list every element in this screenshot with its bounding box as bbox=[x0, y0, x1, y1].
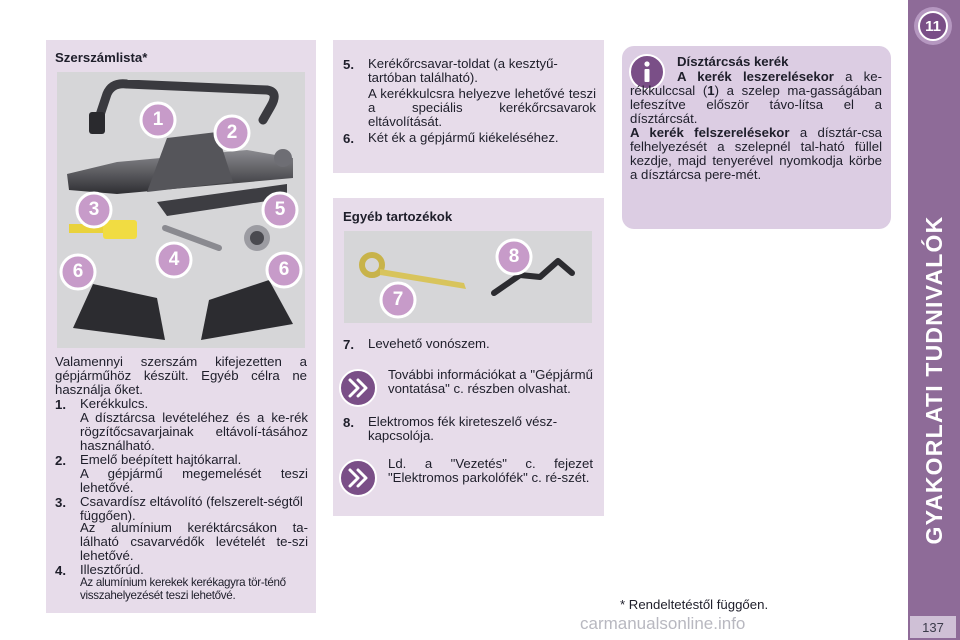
callout-5-label: 5 bbox=[274, 199, 286, 220]
callout-6b-label: 6 bbox=[278, 259, 290, 280]
page-number: 137 bbox=[910, 616, 956, 638]
item-3-label: Csavardísz eltávolító (felszerelt-ségtől függően). bbox=[80, 494, 303, 523]
tools-title: Szerszámlista* bbox=[55, 50, 148, 65]
callout-6a-label: 6 bbox=[72, 261, 84, 282]
watermark: carmanualsonline.info bbox=[580, 614, 746, 633]
towing-reference: További információkat a "Gépjármű vontatása" c. részben olvashat. bbox=[388, 367, 593, 396]
reference-arrow-icon-2 bbox=[338, 458, 378, 498]
item-4-num: 4. bbox=[55, 563, 66, 578]
item-1-desc: A dísztárcsa levételéhez és a ke-rék rögzítőcsavarjainak eltávolí-tásához használható. bbox=[80, 410, 308, 453]
chapter-number: 11 bbox=[918, 11, 948, 41]
item-3-desc: Az alumínium keréktárcsákon ta-lálható csavarvédők levételét te-szi lehetővé. bbox=[80, 520, 308, 563]
item-6-label: Két ék a gépjármű kiékeléséhez. bbox=[368, 130, 559, 145]
item-5-label: Kerékőrcsavar-toldat (a kesztyű-tartóban található). bbox=[368, 56, 558, 85]
info-title: Dísztárcsás kerék bbox=[677, 54, 789, 69]
callout-4-label: 4 bbox=[168, 249, 180, 270]
callout-7-label: 7 bbox=[392, 289, 404, 310]
parking-brake-reference: Ld. a "Vezetés" c. fejezet "Elektromos parkolófék" c. ré-szét. bbox=[388, 456, 593, 485]
info-p1-end: ) a szelep ma-gasságában lefeszítve először távo-lítsa el a dísztárcsát. bbox=[630, 83, 883, 126]
item-7-label: Levehető vonószem. bbox=[368, 336, 490, 351]
item-5-desc: A kerékkulcsra helyezve lehetővé teszi a speciális kerékőrcsavarok eltávolítását. bbox=[368, 86, 596, 129]
item-1-label: Kerékkulcs. bbox=[80, 396, 149, 411]
info-p1-bold: A kerék leszerelésekor bbox=[677, 69, 834, 84]
info-paragraph-2 bbox=[630, 126, 882, 182]
item-8-num: 8. bbox=[343, 415, 354, 430]
item-2-label: Emelő beépített hajtókarral. bbox=[80, 452, 242, 467]
tools-callouts bbox=[0, 0, 320, 360]
item-7-num: 7. bbox=[343, 337, 354, 352]
callout-8-label: 8 bbox=[508, 246, 520, 267]
chapter-title: GYAKORLATI TUDNIVALÓK bbox=[921, 215, 947, 545]
item-5-num: 5. bbox=[343, 57, 354, 72]
item-4-desc: Az alumínium kerekek kerékagyra tör-ténő visszahelyezését teszi lehetővé. bbox=[80, 576, 286, 602]
reference-arrow-icon bbox=[338, 368, 378, 408]
item-4-label: Illesztőrúd. bbox=[80, 562, 144, 577]
info-paragraph-1 bbox=[630, 70, 882, 126]
info-p1-num: 1 bbox=[707, 83, 715, 98]
item-6-num: 6. bbox=[343, 131, 354, 146]
item-2-num: 2. bbox=[55, 453, 66, 468]
item-1-num: 1. bbox=[55, 397, 66, 412]
item-8-label: Elektromos fék kireteszelő vész-kapcsolója. bbox=[368, 414, 558, 443]
tools-intro: Valamennyi szerszám kifejezetten a gépjárműhöz készült. Egyéb célra ne használja őket. bbox=[55, 354, 307, 397]
callout-2-label: 2 bbox=[226, 122, 238, 143]
callout-1-label: 1 bbox=[152, 109, 164, 130]
callout-3-label: 3 bbox=[88, 199, 100, 220]
info-p2-bold: A kerék felszerelésekor bbox=[630, 125, 790, 140]
item-2-desc: A gépjármű megemelését teszi lehetővé. bbox=[80, 466, 308, 495]
info-p1-rest: a ke-rékkulccsal ( bbox=[630, 69, 883, 98]
accessories-title: Egyéb tartozékok bbox=[343, 209, 453, 224]
info-p2-rest: a dísztár-csa felhelyezését a szelepnél tal-ható füllel kezdje, majd tenyerével nyomkodja körbe a dísztárcsa pere-mét. bbox=[630, 125, 883, 182]
chapter-badge bbox=[914, 7, 952, 45]
item-3-num: 3. bbox=[55, 495, 66, 510]
footnote: * Rendeltetéstől függően. bbox=[620, 597, 769, 612]
